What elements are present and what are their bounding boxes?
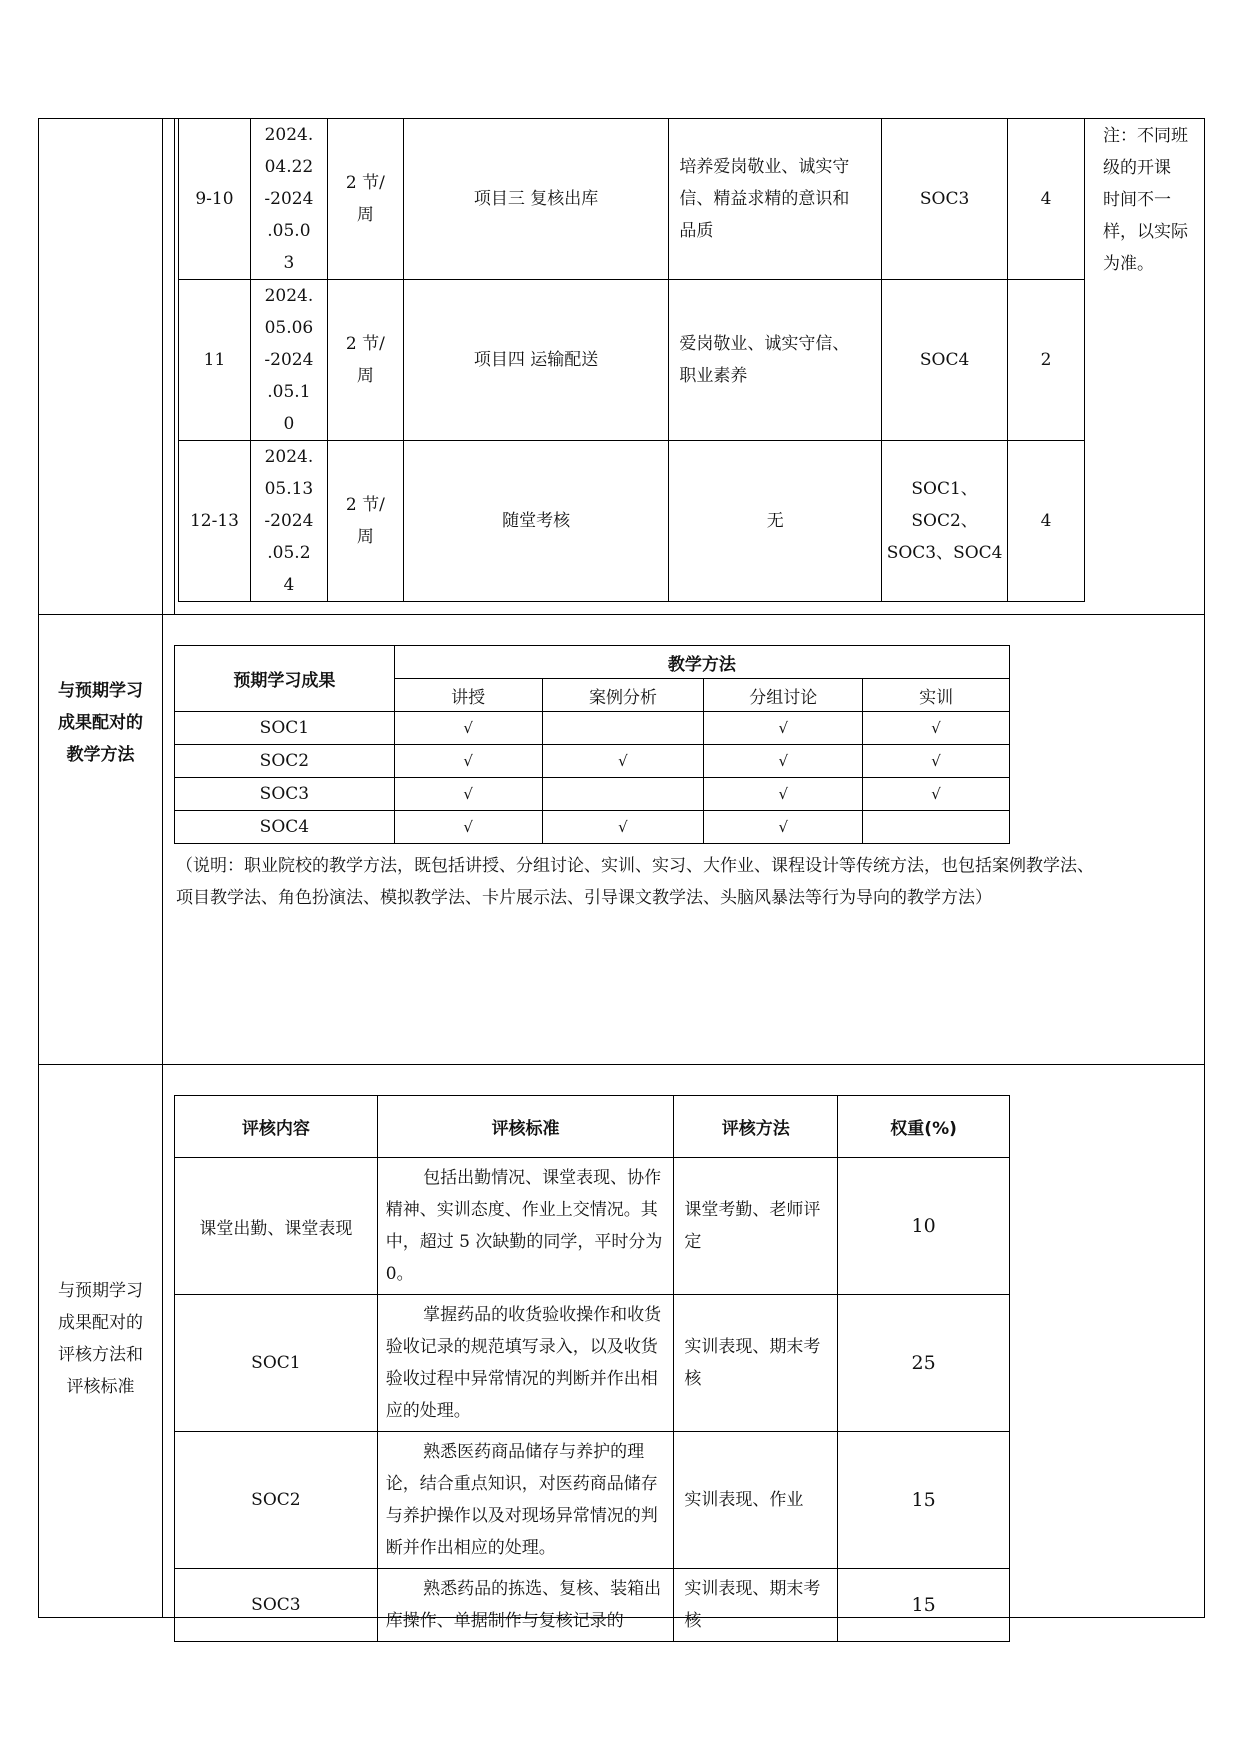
check-mark-cell: √ — [704, 811, 863, 844]
check-mark-cell: √ — [704, 745, 863, 778]
date-line: .05.0 — [267, 221, 311, 241]
assess-content-cell: SOC2 — [175, 1432, 378, 1569]
assess-weight-cell: 25 — [838, 1295, 1010, 1432]
hours-line: 周 — [356, 366, 374, 386]
assess-weight-cell: 15 — [838, 1569, 1010, 1642]
soc-cell — [882, 441, 1008, 602]
date-line: 2024. — [264, 286, 314, 306]
assess-standard-cell: 掌握药品的收货验收操作和收货验收记录的规范填写录入，以及收货验收过程中异常情况的判断并作出相应的处理。 — [377, 1295, 674, 1432]
check-mark-cell: √ — [394, 745, 542, 778]
assess-weight-cell: 15 — [838, 1432, 1010, 1569]
teaching-methods-table — [174, 645, 1010, 844]
soc-line: SOC3、SOC4 — [886, 543, 1003, 563]
soc-cell: SOC1 — [175, 712, 395, 745]
date-line: -2024 — [264, 350, 314, 370]
count-cell: 4 — [1008, 119, 1085, 280]
note-line: 注：不同班 — [1103, 126, 1188, 146]
header-standard: 评核标准 — [377, 1096, 674, 1158]
hours-line: 2 节/ — [345, 495, 385, 515]
date-line: .05.2 — [267, 543, 311, 563]
check-mark-cell: √ — [863, 778, 1010, 811]
soc-cell: SOC4 — [882, 280, 1008, 441]
date-line: 0 — [283, 414, 295, 434]
label-line: 成果配对的 — [58, 1313, 143, 1333]
note-line: 级的开课 — [1103, 158, 1171, 178]
header-outcome: 预期学习成果 — [175, 646, 395, 712]
week-cell: 11 — [179, 280, 251, 441]
assessment-row — [175, 1569, 1010, 1642]
hours-line: 周 — [356, 527, 374, 547]
project-cell: 项目三 复核出库 — [403, 119, 669, 280]
label-line: 评核方法和 — [58, 1345, 143, 1365]
assess-content-cell: SOC1 — [175, 1295, 378, 1432]
check-mark-cell: √ — [394, 778, 542, 811]
schedule-row — [179, 280, 1085, 441]
soc-cell: SOC3 — [175, 778, 395, 811]
schedule-row — [179, 441, 1085, 602]
method-name-0: 讲授 — [394, 679, 542, 712]
schedule-note — [1103, 120, 1195, 280]
assess-standard-cell: 熟悉药品的拣选、复核、装箱出库操作、单据制作与复核记录的 — [377, 1569, 674, 1642]
check-mark-cell: √ — [863, 745, 1010, 778]
check-mark-cell — [863, 811, 1010, 844]
check-mark-cell — [542, 712, 704, 745]
hours-cell — [327, 280, 403, 441]
hours-cell — [327, 441, 403, 602]
methods-row — [175, 745, 1010, 778]
soc-cell: SOC2 — [175, 745, 395, 778]
date-line: 4 — [283, 575, 295, 595]
soc-line: SOC1、SOC2、 — [911, 479, 978, 531]
schedule-table — [178, 118, 1085, 602]
count-cell: 2 — [1008, 280, 1085, 441]
week-cell: 9-10 — [179, 119, 251, 280]
check-mark-cell: √ — [704, 712, 863, 745]
assessment-table — [174, 1095, 1010, 1642]
ideology-line: 职业素养 — [679, 366, 748, 386]
schedule-row — [179, 119, 1085, 280]
hours-line: 2 节/ — [345, 334, 385, 354]
date-line: 04.22 — [264, 157, 314, 177]
assess-method-cell: 课堂考勤、老师评定 — [674, 1158, 838, 1295]
hours-line: 2 节/ — [345, 173, 385, 193]
date-line: 2024. — [264, 125, 314, 145]
date-cell — [250, 280, 327, 441]
header-content: 评核内容 — [175, 1096, 378, 1158]
note-line: （说明：职业院校的教学方法，既包括讲授、分组讨论、实训、实习、大作业、课程设计等传统方法，也包括案例教学法、 — [176, 856, 1094, 876]
label-line: 评核标准 — [66, 1377, 135, 1397]
header-weight: 权重(%) — [838, 1096, 1010, 1158]
note-line: 时间不一 — [1103, 190, 1171, 210]
method-name-2: 分组讨论 — [704, 679, 863, 712]
date-line: -2024 — [264, 511, 314, 531]
hours-line: 周 — [356, 205, 374, 225]
section-divider-1 — [38, 614, 1205, 615]
assess-method-cell: 实训表现、期末考核 — [674, 1569, 838, 1642]
date-line: 05.13 — [264, 479, 314, 499]
project-cell: 随堂考核 — [403, 441, 669, 602]
check-mark-cell — [542, 778, 704, 811]
label-line: 与预期学习 — [58, 1281, 143, 1301]
week-cell: 12-13 — [179, 441, 251, 602]
assessment-row — [175, 1432, 1010, 1569]
method-name-1: 案例分析 — [542, 679, 704, 712]
count-cell: 4 — [1008, 441, 1085, 602]
assessment-row — [175, 1295, 1010, 1432]
ideology-line: 品质 — [679, 221, 714, 241]
date-line: 3 — [283, 253, 295, 273]
check-mark-cell: √ — [704, 778, 863, 811]
method-name-3: 实训 — [863, 679, 1010, 712]
ideology-line: 信、精益求精的意识和 — [679, 189, 850, 209]
label-column-divider — [162, 118, 163, 1618]
date-line: 05.06 — [264, 318, 314, 338]
label-line: 成果配对的 — [58, 713, 143, 733]
inner-double-line — [174, 118, 175, 614]
assess-weight-cell: 10 — [838, 1158, 1010, 1295]
date-cell — [250, 119, 327, 280]
check-mark-cell: √ — [542, 745, 704, 778]
methods-row — [175, 712, 1010, 745]
section-divider-2 — [38, 1064, 1205, 1065]
date-line: .05.1 — [267, 382, 311, 402]
assess-content-cell: SOC3 — [175, 1569, 378, 1642]
assess-standard-cell: 包括出勤情况、课堂表现、协作精神、实训态度、作业上交情况。其中，超过 5 次缺勤的同学，平时分为 0。 — [377, 1158, 674, 1295]
assess-method-cell: 实训表现、作业 — [674, 1432, 838, 1569]
assessment-section-label — [40, 1275, 161, 1403]
ideology-line: 无 — [766, 511, 784, 531]
label-line: 教学方法 — [66, 745, 135, 765]
date-line: 2024. — [264, 447, 314, 467]
note-line: 为准。 — [1103, 254, 1154, 274]
soc-cell: SOC3 — [882, 119, 1008, 280]
note-line: 项目教学法、角色扮演法、模拟教学法、卡片展示法、引导课文教学法、头脑风暴法等行为导向的教学方法） — [176, 888, 992, 908]
methods-row — [175, 811, 1010, 844]
check-mark-cell: √ — [542, 811, 704, 844]
ideology-line: 培养爱岗敬业、诚实守 — [679, 157, 850, 177]
date-cell — [250, 441, 327, 602]
methods-note — [176, 850, 1200, 914]
check-mark-cell: √ — [394, 712, 542, 745]
assess-standard-cell: 熟悉医药商品储存与养护的理论，结合重点知识，对医药商品储存与养护操作以及对现场异常情况的判断并作出相应的处理。 — [377, 1432, 674, 1569]
note-line: 样，以实际 — [1103, 222, 1188, 242]
ideology-cell — [669, 280, 882, 441]
check-mark-cell: √ — [394, 811, 542, 844]
ideology-line: 爱岗敬业、诚实守信、 — [679, 334, 850, 354]
methods-section-label — [40, 675, 161, 771]
project-cell: 项目四 运输配送 — [403, 280, 669, 441]
ideology-cell — [669, 441, 882, 602]
date-line: -2024 — [264, 189, 314, 209]
assessment-row — [175, 1158, 1010, 1295]
header-methods: 教学方法 — [394, 646, 1009, 679]
assess-content-cell: 课堂出勤、课堂表现 — [175, 1158, 378, 1295]
header-method: 评核方法 — [674, 1096, 838, 1158]
label-line: 与预期学习 — [58, 681, 143, 701]
ideology-cell — [669, 119, 882, 280]
soc-cell: SOC4 — [175, 811, 395, 844]
hours-cell — [327, 119, 403, 280]
check-mark-cell: √ — [863, 712, 1010, 745]
methods-row — [175, 778, 1010, 811]
assess-method-cell: 实训表现、期末考核 — [674, 1295, 838, 1432]
